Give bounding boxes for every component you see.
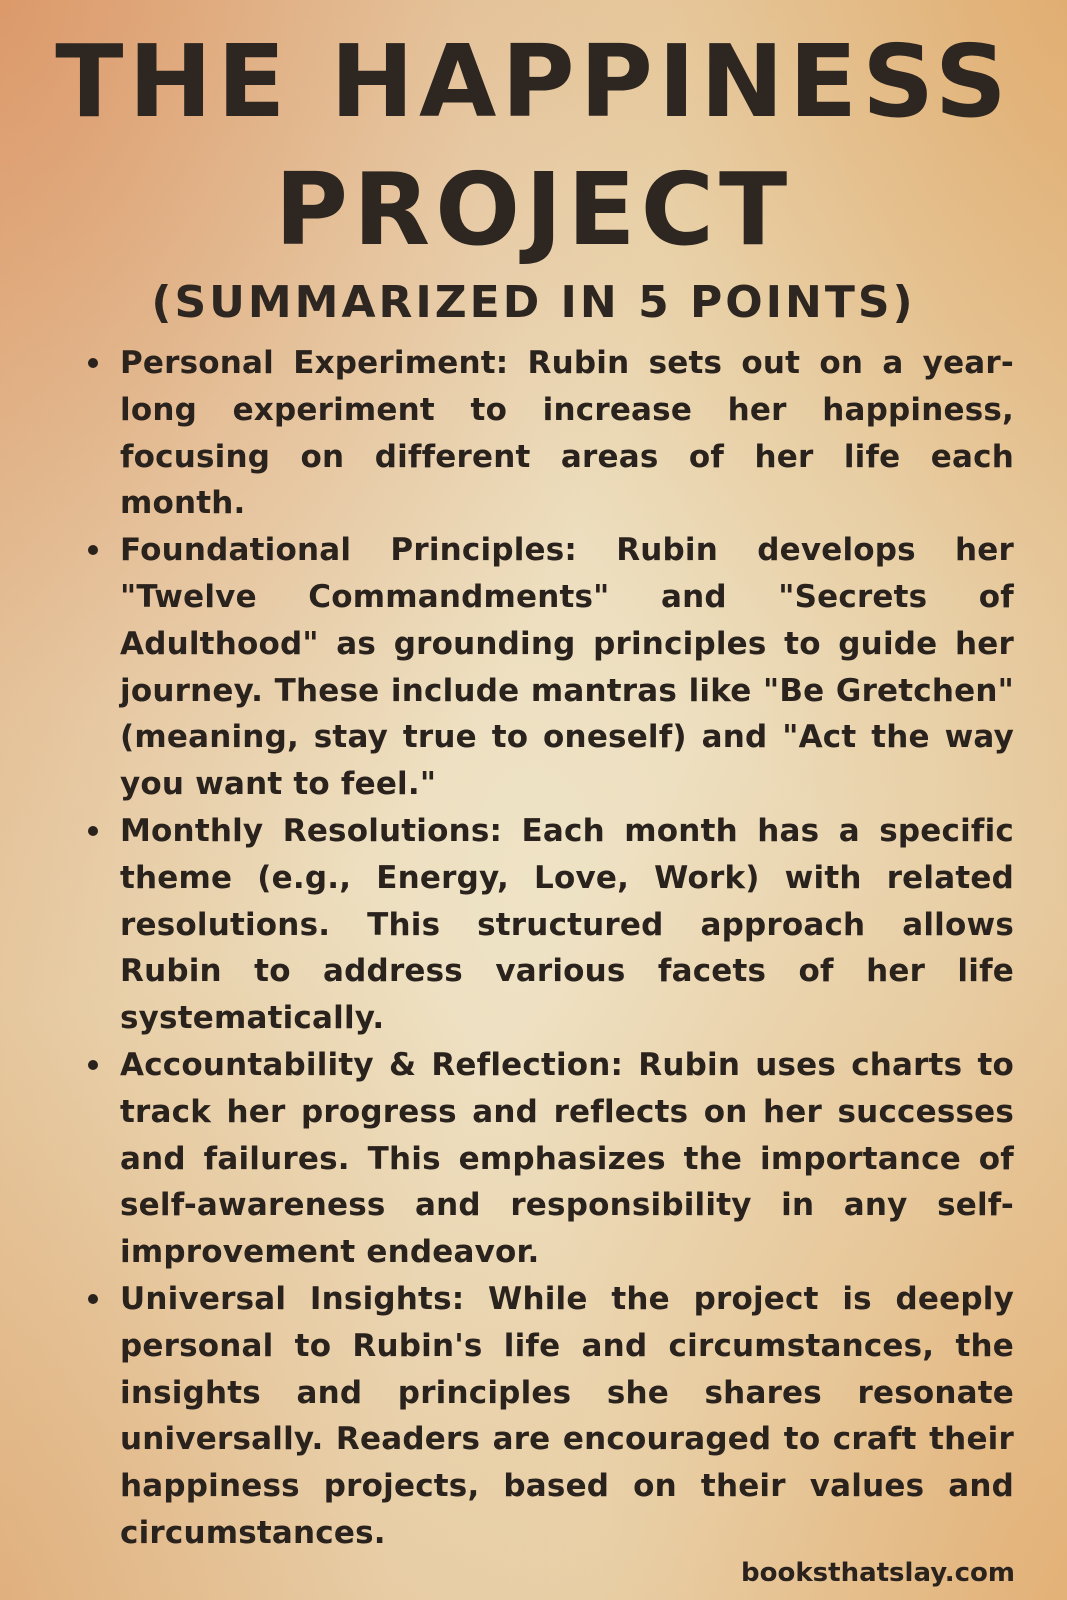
bullet-icon bbox=[88, 1294, 98, 1304]
summary-point-4 bbox=[82, 1042, 1014, 1276]
summary-point-text: Monthly Resolutions: Each month has a specific theme (e.g., Energy, Love, Work) with related resolutions. This structured approach allows Rubin to address various facets of her life systematically. bbox=[120, 812, 1014, 1037]
summary-point-2 bbox=[82, 527, 1014, 808]
summary-point-1 bbox=[82, 340, 1014, 527]
summary-point-text: Accountability & Reflection: Rubin uses charts to track her progress and reflects on her successes and failures. This emphasizes the importance of self-awareness and responsibility in any self-improvement endeavor. bbox=[120, 1046, 1014, 1271]
bullet-icon bbox=[88, 545, 98, 555]
title-line-1: THE HAPPINESS bbox=[55, 23, 1012, 140]
summary-point-text: Personal Experiment: Rubin sets out on a year-long experiment to increase her happiness, focusing on different areas of her life each month. bbox=[120, 345, 1014, 522]
source-website: booksthatslay.com bbox=[741, 1558, 1015, 1588]
summary-point-3 bbox=[82, 808, 1014, 1042]
summary-point-text: Foundational Principles: Rubin develops her "Twelve Commandments" and "Secrets of Adulthood" as grounding principles to guide her journey. These include mantras like "Be Gretchen" (meaning, stay true to oneself) and "Act the way you want to feel." bbox=[120, 532, 1014, 803]
summary-point-text: Universal Insights: While the project is deeply personal to Rubin's life and circumstances, the insights and principles she shares resonate universally. Readers are encouraged to craft their happiness projects, based on their values and circumstances. bbox=[120, 1280, 1014, 1551]
summary-points-list bbox=[82, 340, 1014, 1557]
title-line-2: PROJECT bbox=[274, 151, 793, 268]
summary-point-5 bbox=[82, 1276, 1014, 1557]
bullet-icon bbox=[88, 358, 98, 368]
subtitle: (SUMMARIZED IN 5 POINTS) bbox=[151, 277, 916, 328]
bullet-icon bbox=[88, 826, 98, 836]
bullet-icon bbox=[88, 1060, 98, 1070]
